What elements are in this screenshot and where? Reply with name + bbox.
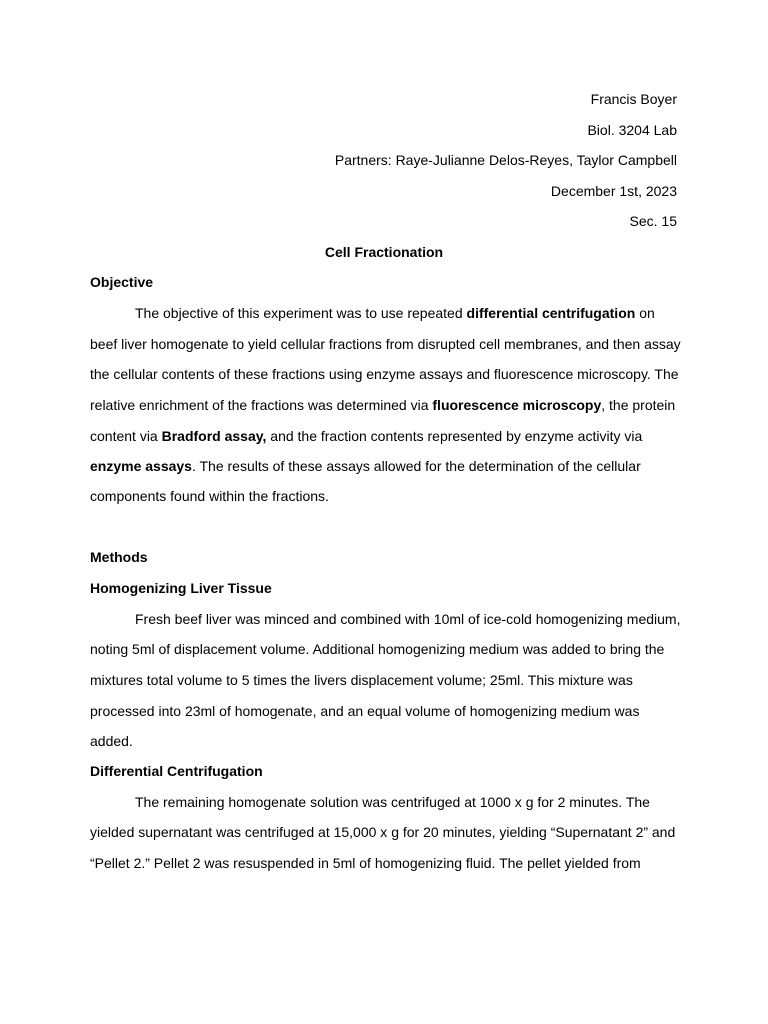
course-name: Biol. 3204 Lab	[587, 122, 677, 138]
report-date: December 1st, 2023	[550, 183, 677, 199]
objective-paragraph-line: beef liver homogenate to yield cellular fractions from disrupted cell membranes, and then assay	[90, 336, 681, 352]
objective-paragraph-line: content via Bradford assay, and the fraction contents represented by enzyme activity via	[90, 428, 643, 444]
centrifugation-paragraph-line: The remaining homogenate solution was centrifuged at 1000 x g for 2 minutes. The	[135, 794, 650, 810]
methods-heading: Methods	[90, 549, 148, 565]
lab-partners: Partners: Raye-Julianne Delos-Reyes, Taylor Campbell	[334, 152, 677, 168]
objective-paragraph-line: enzyme assays. The results of these assays allowed for the determination of the cellular	[90, 458, 641, 474]
homogenizing-paragraph-line: noting 5ml of displacement volume. Additional homogenizing medium was added to bring the	[90, 641, 665, 657]
centrifugation-paragraph-line: “Pellet 2.” Pellet 2 was resuspended in 5ml of homogenizing fluid. The pellet yielded from	[90, 855, 641, 871]
centrifugation-paragraph-line: yielded supernatant was centrifuged at 15,000 x g for 20 minutes, yielding “Supernatant 2” and	[90, 824, 676, 840]
objective-paragraph-line: components found within the fractions.	[90, 488, 329, 504]
objective-paragraph-line: the cellular contents of these fractions using enzyme assays and fluorescence microscopy. The	[90, 366, 679, 382]
objective-paragraph-line: The objective of this experiment was to use repeated differential centrifugation on	[135, 305, 655, 321]
homogenizing-paragraph-line: Fresh beef liver was minced and combined with 10ml of ice-cold homogenizing medium,	[135, 611, 681, 627]
homogenizing-heading: Homogenizing Liver Tissue	[90, 580, 272, 596]
objective-heading: Objective	[90, 274, 154, 290]
document-title: Cell Fractionation	[324, 244, 444, 260]
objective-paragraph-line: relative enrichment of the fractions was determined via fluorescence microscopy, the protein	[90, 397, 676, 413]
homogenizing-paragraph-line: mixtures total volume to 5 times the livers displacement volume; 25ml. This mixture was	[90, 672, 633, 688]
section-number: Sec. 15	[629, 213, 677, 229]
homogenizing-paragraph-line: added.	[90, 733, 133, 749]
homogenizing-paragraph-line: processed into 23ml of homogenate, and an equal volume of homogenizing medium was	[90, 703, 640, 719]
centrifugation-heading: Differential Centrifugation	[90, 763, 263, 779]
author-name: Francis Boyer	[590, 91, 677, 107]
